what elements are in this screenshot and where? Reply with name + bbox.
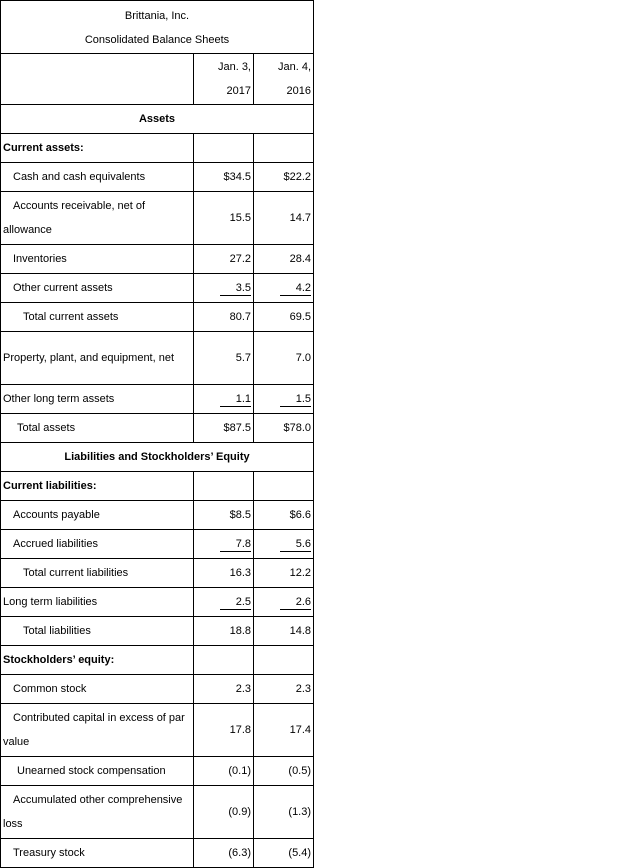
row-label: Current liabilities: (1, 472, 194, 501)
value-2016: 17.4 (254, 704, 314, 757)
value-2016: $22.2 (254, 163, 314, 192)
table-row (1, 472, 314, 501)
value-2017: 80.7 (194, 303, 254, 332)
statement-title: Consolidated Balance Sheets (84, 34, 230, 46)
table-row (1, 501, 314, 530)
row-label: Total current assets (1, 303, 194, 332)
value-2016: 7.0 (254, 332, 314, 385)
value-2017: 27.2 (194, 245, 254, 274)
value-2016 (254, 385, 314, 414)
row-label: Total assets (1, 414, 194, 443)
table-row (1, 617, 314, 646)
liabilities-equity-section-heading: Liabilities and Stockholders’ Equity (1, 443, 314, 472)
table-row (1, 704, 314, 757)
value-2016: (5.4) (254, 839, 314, 868)
column-header-2017-line2: 2017 (226, 85, 251, 97)
value-2016: 2.3 (254, 675, 314, 704)
underlined-value: 7.8 (220, 538, 251, 552)
row-label: Other current assets (1, 274, 194, 303)
row-label: Accounts payable (1, 501, 194, 530)
value-2017: 18.8 (194, 617, 254, 646)
value-2016: (0.5) (254, 757, 314, 786)
value-2017: 5.7 (194, 332, 254, 385)
value-2016 (254, 646, 314, 675)
table-row (1, 192, 314, 245)
assets-section-row (1, 105, 314, 134)
column-header-2017 (194, 54, 254, 105)
value-2016 (254, 274, 314, 303)
value-2016: 12.2 (254, 559, 314, 588)
table-row (1, 675, 314, 704)
row-label: Accounts receivable, net of allowance (1, 192, 194, 245)
table-row (1, 646, 314, 675)
value-2017 (194, 646, 254, 675)
value-2017: 15.5 (194, 192, 254, 245)
value-2017: $34.5 (194, 163, 254, 192)
row-label: Total liabilities (1, 617, 194, 646)
row-label: Total current liabilities (1, 559, 194, 588)
underlined-value: 2.6 (280, 596, 311, 610)
underlined-value: 1.1 (220, 393, 251, 407)
header-blank-cell (1, 54, 194, 105)
company-name: Brittania, Inc. (124, 10, 190, 22)
title-row (1, 1, 314, 54)
value-2016: (1.3) (254, 786, 314, 839)
row-label: Current assets: (1, 134, 194, 163)
row-label: Treasury stock (1, 839, 194, 868)
row-label: Common stock (1, 675, 194, 704)
value-2016: $78.0 (254, 414, 314, 443)
table-row (1, 588, 314, 617)
column-header-2016-line1: Jan. 4, (278, 61, 312, 73)
liabilities-equity-section-row (1, 443, 314, 472)
underlined-value: 2.5 (220, 596, 251, 610)
table-row (1, 414, 314, 443)
row-label: Unearned stock compensation (1, 757, 194, 786)
value-2016 (254, 588, 314, 617)
value-2017: (0.1) (194, 757, 254, 786)
underlined-value: 3.5 (220, 282, 251, 296)
table-row (1, 559, 314, 588)
underlined-value: 5.6 (280, 538, 311, 552)
value-2016 (254, 134, 314, 163)
value-2017 (194, 472, 254, 501)
column-header-2016-line2: 2016 (286, 85, 312, 97)
underlined-value: 1.5 (280, 393, 311, 407)
row-label: Cash and cash equivalents (1, 163, 194, 192)
table-row (1, 332, 314, 385)
value-2017: 16.3 (194, 559, 254, 588)
row-label: Accumulated other comprehensive loss (1, 786, 194, 839)
column-header-row (1, 54, 314, 105)
column-header-2017-line1: Jan. 3, (217, 61, 251, 73)
row-label: Other long term assets (1, 385, 194, 414)
value-2017: (0.9) (194, 786, 254, 839)
table-row (1, 530, 314, 559)
row-label: Property, plant, and equipment, net (1, 332, 194, 385)
table-row (1, 134, 314, 163)
row-label: Accrued liabilities (1, 530, 194, 559)
row-label: Long term liabilities (1, 588, 194, 617)
value-2017: $8.5 (194, 501, 254, 530)
underlined-value: 4.2 (280, 282, 311, 296)
column-header-2016 (254, 54, 314, 105)
table-row (1, 245, 314, 274)
value-2016: 28.4 (254, 245, 314, 274)
table-row (1, 839, 314, 868)
table-row (1, 274, 314, 303)
value-2017 (194, 385, 254, 414)
table-row (1, 385, 314, 414)
value-2017: 17.8 (194, 704, 254, 757)
value-2016: 69.5 (254, 303, 314, 332)
table-row (1, 757, 314, 786)
value-2017: 2.3 (194, 675, 254, 704)
value-2017: (6.3) (194, 839, 254, 868)
value-2017 (194, 530, 254, 559)
value-2016: 14.8 (254, 617, 314, 646)
value-2016 (254, 472, 314, 501)
value-2017 (194, 134, 254, 163)
table-row (1, 303, 314, 332)
table-row (1, 163, 314, 192)
row-label: Stockholders’ equity: (1, 646, 194, 675)
value-2017 (194, 588, 254, 617)
table-row (1, 786, 314, 839)
assets-section-heading: Assets (1, 105, 314, 134)
title-cell (1, 1, 314, 54)
value-2017: $87.5 (194, 414, 254, 443)
row-label: Inventories (1, 245, 194, 274)
value-2017 (194, 274, 254, 303)
value-2016: $6.6 (254, 501, 314, 530)
row-label: Contributed capital in excess of par value (1, 704, 194, 757)
value-2016 (254, 530, 314, 559)
value-2016: 14.7 (254, 192, 314, 245)
